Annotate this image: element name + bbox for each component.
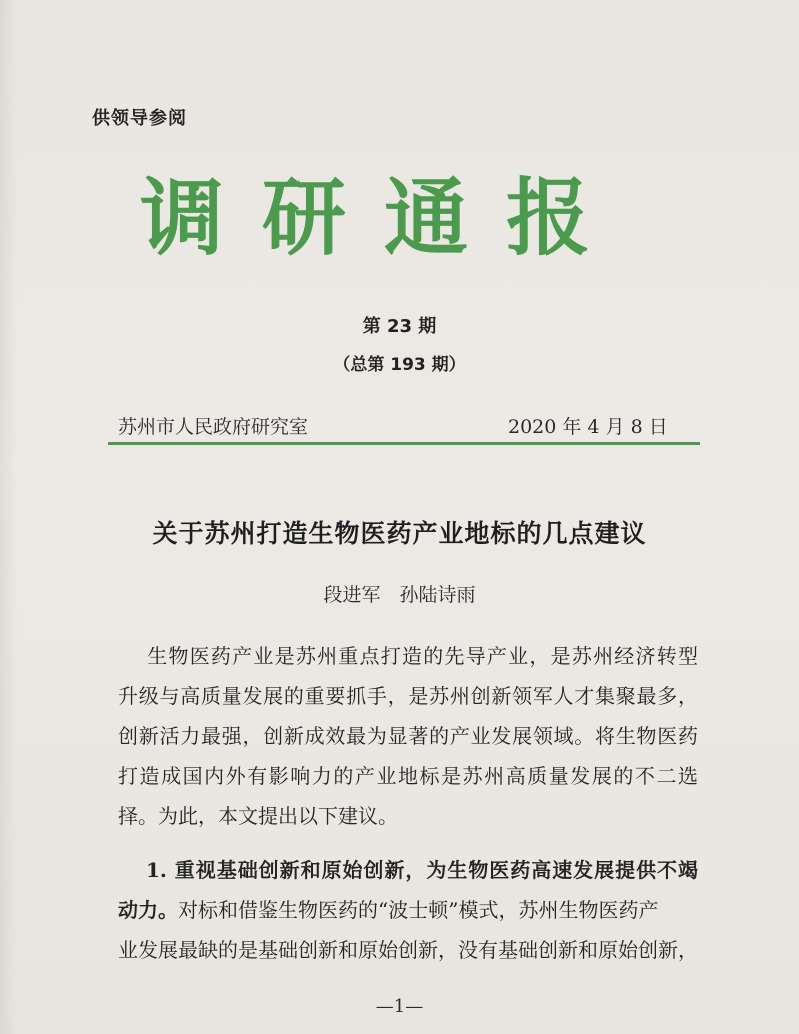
section-1-line bbox=[118, 890, 698, 930]
intro-line: 打造成国内外有影响力的产业地标是苏州高质量发展的不二选 bbox=[118, 764, 698, 788]
article-title: 关于苏州打造生物医药产业地标的几点建议 bbox=[152, 519, 647, 548]
section-1-paragraph bbox=[118, 850, 698, 970]
masthead-title: 调研通报 bbox=[140, 169, 629, 267]
publisher-name: 苏州市人民政府研究室 bbox=[118, 416, 309, 438]
header-divider bbox=[108, 442, 700, 445]
intro-line: 生物医药产业是苏州重点打造的先导产业，是苏州经济转型 bbox=[146, 644, 698, 668]
page-number: —1— bbox=[375, 996, 424, 1017]
publication-date: 2020 年 4 月 8 日 bbox=[508, 416, 668, 438]
issue-number: 第 23 期 bbox=[362, 316, 437, 337]
total-issue-number: （总第 193 期） bbox=[333, 355, 466, 375]
distribution-label: 供领导参阅 bbox=[92, 108, 187, 129]
section-1-heading-end: 动力。 bbox=[118, 898, 178, 922]
intro-line: 择。为此，本文提出以下建议。 bbox=[118, 804, 398, 828]
section-1-body-start: 对标和借鉴生物医药的“波士顿”模式，苏州生物医药产 bbox=[178, 898, 659, 922]
intro-line: 创新活力最强，创新成效最为显著的产业发展领域。将生物医药 bbox=[118, 724, 698, 748]
intro-paragraph bbox=[118, 636, 698, 836]
section-1-line: 业发展最缺的是基础创新和原始创新，没有基础创新和原始创新， bbox=[118, 938, 698, 962]
article-authors: 段进军 孙陆诗雨 bbox=[323, 584, 476, 606]
intro-line: 升级与高质量发展的重要抓手，是苏州创新领军人才集聚最多， bbox=[118, 684, 698, 708]
section-1-heading-line: 1. 重视基础创新和原始创新，为生物医药高速发展提供不竭 bbox=[146, 858, 698, 882]
